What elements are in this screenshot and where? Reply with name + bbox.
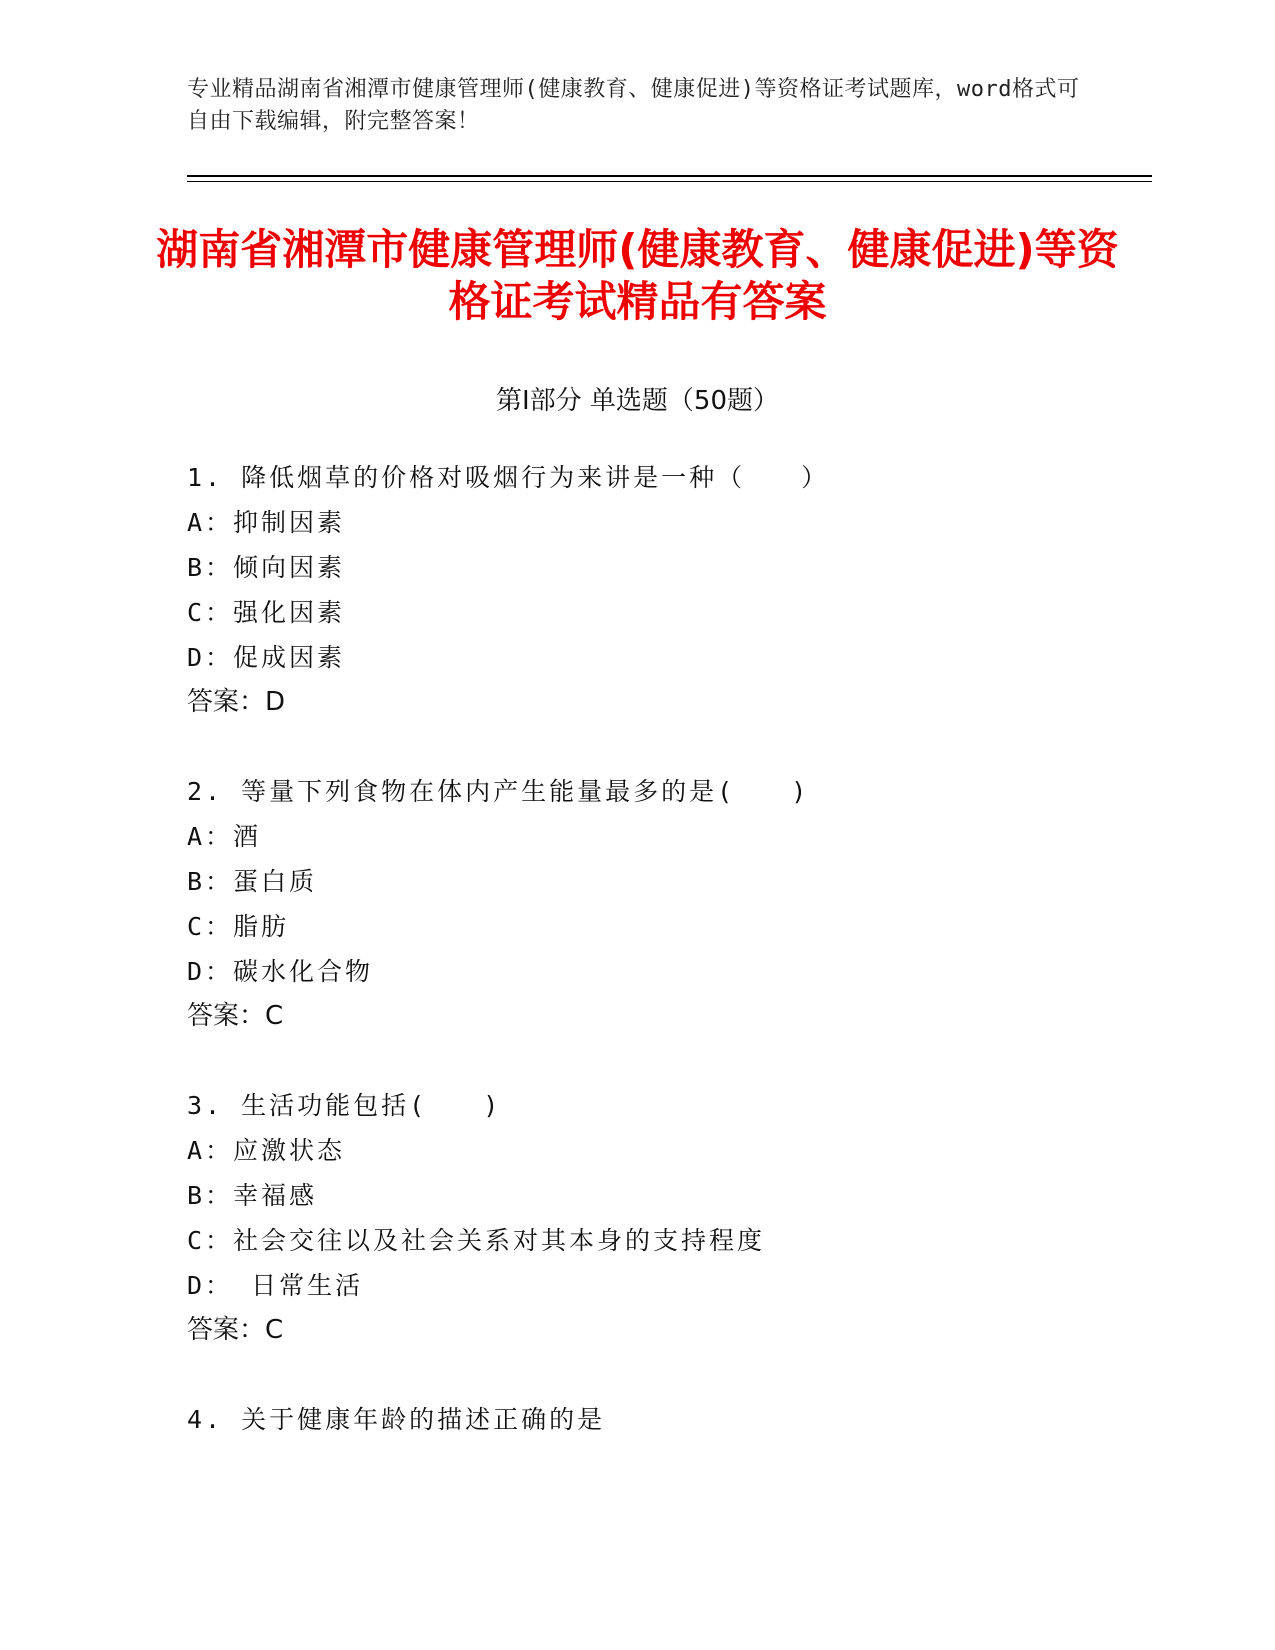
option-c: C：脂肪	[187, 912, 290, 941]
question-stem: 3. 生活功能包括( )	[187, 1091, 502, 1120]
option-a: A：酒	[187, 822, 262, 851]
question-stem: 1. 降低烟草的价格对吸烟行为来讲是一种（ ）	[187, 463, 830, 492]
header-note: 专业精品湖南省湘潭市健康管理师(健康教育、健康促进)等资格证考试题库，word格式可自由下载编辑，附完整答案！	[187, 77, 1080, 134]
option-b: B：幸福感	[187, 1181, 318, 1210]
header-divider-thick	[187, 175, 1152, 177]
question-1	[187, 455, 1087, 725]
option-d: D： 日常生活	[187, 1271, 364, 1300]
question-2	[187, 769, 1087, 1039]
option-d: D：促成因素	[187, 643, 346, 672]
option-b: B：倾向因素	[187, 553, 346, 582]
section-title: 第Ⅰ部分 单选题（50题）	[495, 386, 780, 416]
answer: 答案：C	[187, 1001, 284, 1031]
question-stem: 4. 关于健康年龄的描述正确的是	[187, 1405, 606, 1434]
option-a: A：应激状态	[187, 1136, 346, 1165]
option-a: A：抑制因素	[187, 508, 346, 537]
document-title: 湖南省湘潭市健康管理师(健康教育、健康促进)等资格证考试精品有答案	[156, 225, 1119, 326]
option-c: C：强化因素	[187, 598, 346, 627]
question-4	[187, 1397, 1087, 1442]
answer: 答案：C	[187, 1315, 284, 1345]
option-b: B：蛋白质	[187, 867, 318, 896]
answer: 答案：D	[187, 687, 286, 717]
option-c: C：社会交往以及社会关系对其本身的支持程度	[187, 1226, 766, 1255]
header-divider-thin	[187, 181, 1152, 182]
question-3	[187, 1083, 1087, 1353]
question-stem: 2. 等量下列食物在体内产生能量最多的是( )	[187, 777, 810, 806]
option-d: D：碳水化合物	[187, 957, 374, 986]
